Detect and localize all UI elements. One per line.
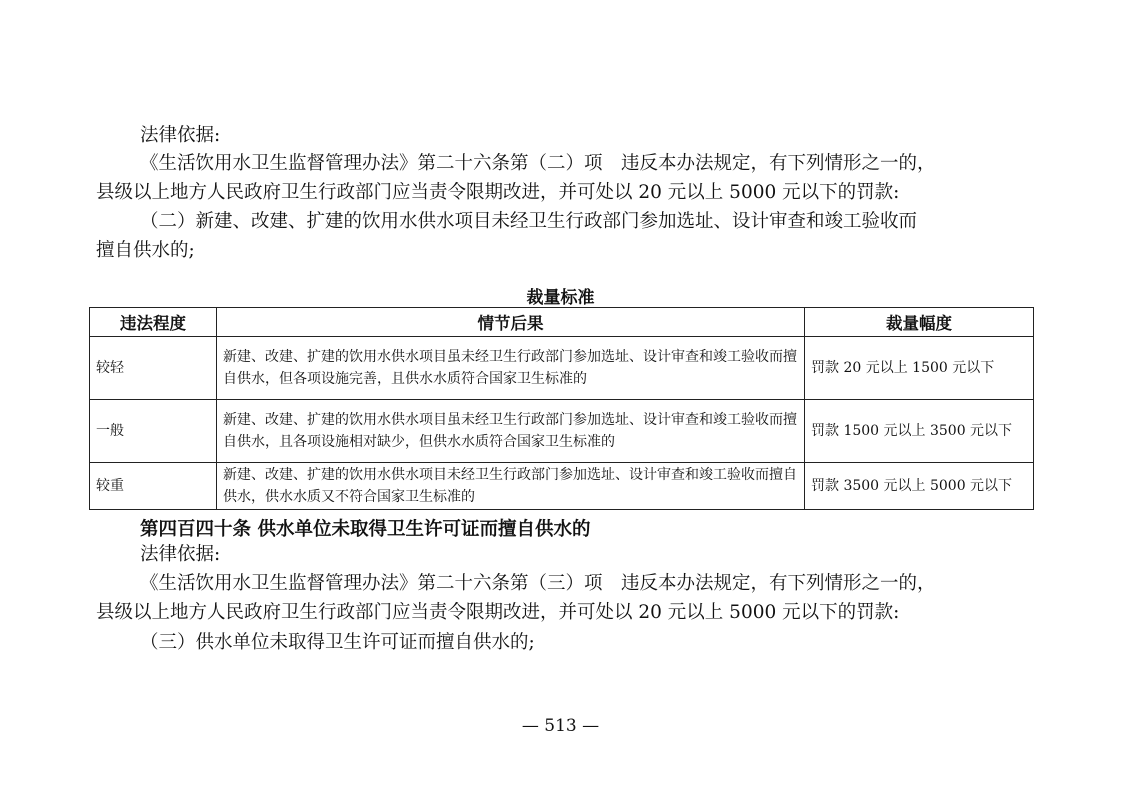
row-degree: 一般 bbox=[90, 400, 217, 463]
table-row bbox=[90, 400, 1034, 463]
table-header-row bbox=[90, 308, 1034, 337]
row-consequence: 新建、改建、扩建的饮用水供水项目虽未经卫生行政部门参加选址、设计审查和竣工验收而擅自供水，但各项设施完善，且供水水质符合国家卫生标准的 bbox=[217, 337, 805, 400]
law-citation-1-cont: 县级以上地方人民政府卫生行政部门应当责令限期改进，并可处以 20 元以上 5000 元以下的罚款: bbox=[96, 182, 900, 203]
row-range: 罚款 1500 元以上 3500 元以下 bbox=[805, 400, 1034, 463]
table-row bbox=[90, 337, 1034, 400]
basis-label-1: 法律依据: bbox=[140, 125, 221, 146]
header-consequence: 情节后果 bbox=[217, 308, 805, 337]
table-row bbox=[90, 463, 1034, 510]
row-degree: 较轻 bbox=[90, 337, 217, 400]
header-range: 裁量幅度 bbox=[805, 308, 1034, 337]
header-degree: 违法程度 bbox=[90, 308, 217, 337]
table-title: 裁量标准 bbox=[526, 288, 595, 308]
row-range: 罚款 20 元以上 1500 元以下 bbox=[805, 337, 1034, 400]
row-consequence: 新建、改建、扩建的饮用水供水项目未经卫生行政部门参加选址、设计审查和竣工验收而擅自供水，供水水质又不符合国家卫生标准的 bbox=[217, 463, 805, 510]
law-citation-2-cont: 县级以上地方人民政府卫生行政部门应当责令限期改进，并可处以 20 元以上 5000 元以下的罚款: bbox=[96, 602, 900, 623]
law-item-2: （三）供水单位未取得卫生许可证而擅自供水的; bbox=[140, 632, 535, 653]
row-degree: 较重 bbox=[90, 463, 217, 510]
basis-label-2: 法律依据: bbox=[140, 544, 221, 565]
law-item-1-cont: 擅自供水的; bbox=[96, 240, 195, 261]
article-heading: 第四百四十条 供水单位未取得卫生许可证而擅自供水的 bbox=[140, 519, 591, 540]
page-number: — 513 — bbox=[521, 716, 600, 736]
law-item-1: （二）新建、改建、扩建的饮用水供水项目未经卫生行政部门参加选址、设计审查和竣工验收而 bbox=[140, 211, 918, 232]
law-citation-1: 《生活饮用水卫生监督管理办法》第二十六条第（二）项 违反本办法规定，有下列情形之一的， bbox=[140, 153, 936, 174]
discretion-table bbox=[89, 307, 1034, 510]
row-range: 罚款 3500 元以上 5000 元以下 bbox=[805, 463, 1034, 510]
row-consequence: 新建、改建、扩建的饮用水供水项目虽未经卫生行政部门参加选址、设计审查和竣工验收而擅自供水，且各项设施相对缺少，但供水水质符合国家卫生标准的 bbox=[217, 400, 805, 463]
law-citation-2: 《生活饮用水卫生监督管理办法》第二十六条第（三）项 违反本办法规定，有下列情形之一的， bbox=[140, 573, 936, 594]
